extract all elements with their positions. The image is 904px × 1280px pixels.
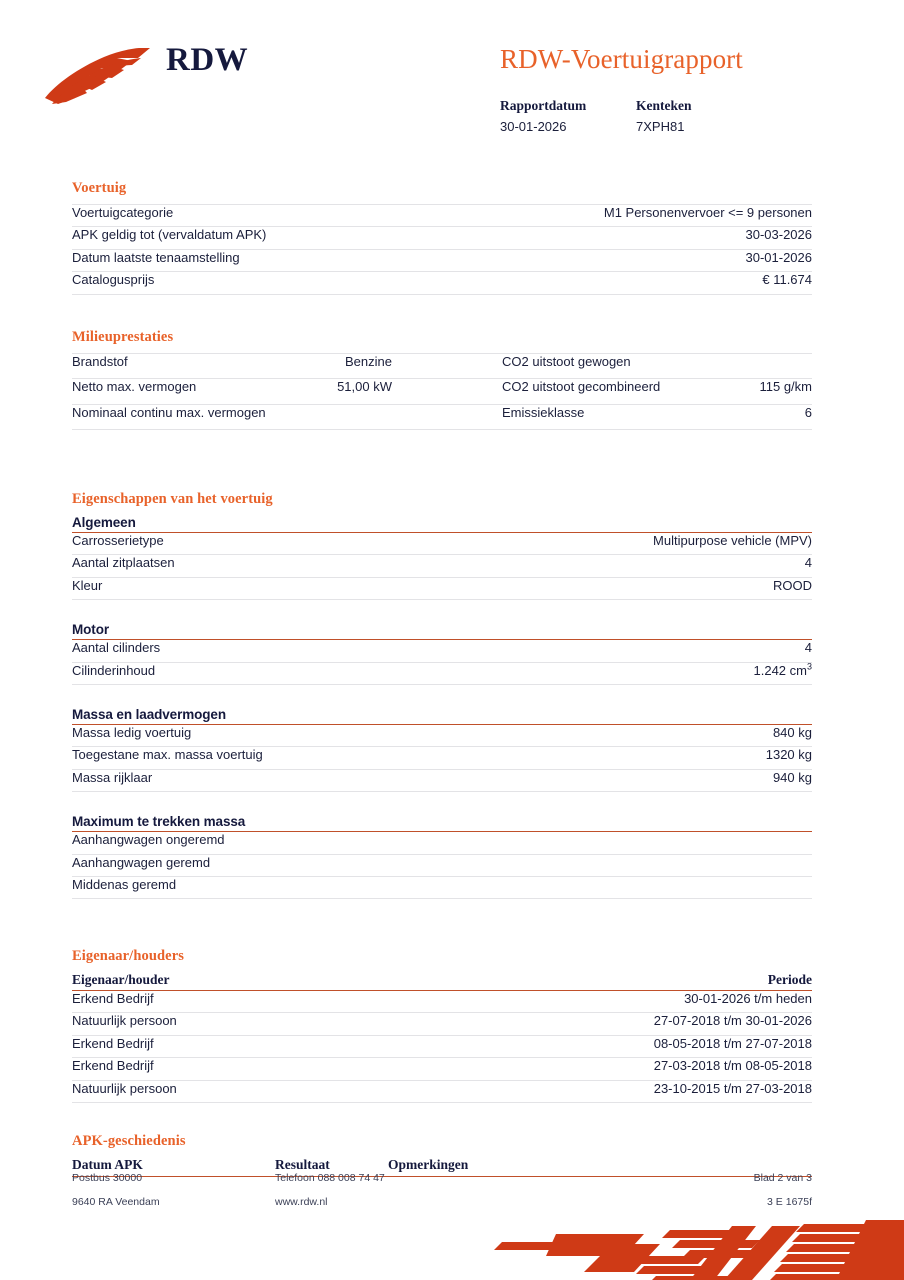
row-value: 1320 kg: [765, 747, 812, 763]
row-label: Carrosserietype: [72, 533, 164, 548]
property-group-rows: [72, 725, 812, 792]
row-value: 940 kg: [772, 769, 812, 785]
table-row: [72, 747, 812, 769]
row-label: Aanhangwagen geremd: [72, 854, 211, 870]
row-value-left: Benzine: [345, 354, 392, 369]
milieuprestaties-rows: [72, 353, 812, 430]
owners-rows: [72, 991, 812, 1103]
table-row: [72, 272, 812, 294]
row-label: Cilinderinhoud: [72, 662, 156, 678]
row-label: Massa ledig voertuig: [72, 724, 192, 740]
property-group-rows: [72, 640, 812, 685]
meta-report-date: [500, 97, 636, 137]
table-row: [72, 991, 812, 1013]
row-label: Erkend Bedrijf: [72, 1035, 154, 1051]
row-value: 30-01-2026: [745, 249, 812, 265]
table-row: [72, 663, 812, 685]
row-value: M1 Personenvervoer <= 9 personen: [603, 205, 812, 220]
section-eigenschappen: [72, 491, 812, 899]
row-value: 27-07-2018 t/m 30-01-2026: [653, 1013, 812, 1029]
footer-document-code: 3 E 1675f: [767, 1196, 812, 1208]
row-value: 1.242 $cm^3$: [753, 661, 812, 678]
section-voertuig-title: Voertuig: [72, 180, 127, 196]
table-row: [72, 877, 812, 899]
row-label: Aanhangwagen ongeremd: [72, 832, 225, 848]
row-value-left: 51,00 kW: [337, 379, 392, 395]
property-group-title: Algemeen: [72, 515, 136, 530]
row-label: Datum laatste tenaamstelling: [72, 249, 240, 265]
property-group-title: Massa en laadvermogen: [72, 706, 226, 722]
table-row: [72, 578, 812, 600]
property-group-title: Maximum te trekken massa: [72, 814, 246, 830]
row-value: ROOD: [773, 577, 812, 593]
table-row: [72, 1013, 812, 1035]
row-value: 27-03-2018 t/m 08-05-2018: [653, 1058, 812, 1074]
row-label-right: CO2 uitstoot gewogen: [502, 354, 631, 369]
table-row: [72, 1081, 812, 1103]
page-footer: [72, 1171, 812, 1219]
table-row: [72, 832, 812, 854]
row-label: APK geldig tot (vervaldatum APK): [72, 227, 267, 243]
row-label: Erkend Bedrijf: [72, 1058, 154, 1074]
meta-report-date-value: 30-01-2026: [500, 119, 567, 134]
row-label: Voertuigcategorie: [72, 205, 174, 220]
footer-page-number: Blad 2 van 3: [753, 1172, 812, 1184]
row-label: Natuurlijk persoon: [72, 1080, 177, 1096]
property-group: [72, 515, 812, 600]
table-row: [72, 1036, 812, 1058]
row-label: Aantal zitplaatsen: [72, 555, 175, 571]
row-label-right: Emissieklasse: [502, 404, 585, 420]
table-row: [72, 770, 812, 792]
row-value: 30-03-2026: [745, 227, 812, 243]
row-label: Natuurlijk persoon: [72, 1013, 177, 1029]
row-value: Multipurpose vehicle (MPV): [653, 533, 812, 548]
apk-header-result: Resultaat: [275, 1157, 330, 1172]
voertuig-rows: [72, 204, 812, 295]
row-value: 23-10-2015 t/m 27-03-2018: [653, 1080, 812, 1096]
meta-report-date-label: Rapportdatum: [500, 98, 587, 113]
meta-plate-label: Kenteken: [636, 98, 692, 113]
table-row: [72, 250, 812, 272]
footer-address-2: 9640 RA Veendam: [72, 1196, 160, 1208]
owners-table-header: [72, 972, 812, 990]
table-row: [72, 855, 812, 877]
rdw-feather-icon: [42, 44, 172, 110]
property-group-title: Motor: [72, 622, 109, 638]
table-row: [72, 353, 812, 379]
report-meta: [500, 97, 830, 137]
row-label: Erkend Bedrijf: [72, 991, 154, 1006]
rdw-wordmark: RDW: [166, 42, 249, 78]
section-milieuprestaties-title: Milieuprestaties: [72, 329, 174, 345]
row-label: Aantal cilinders: [72, 640, 161, 656]
property-group-rows: [72, 533, 812, 600]
table-row: [72, 405, 812, 430]
row-value: 840 kg: [772, 724, 812, 740]
property-group: [72, 707, 812, 792]
row-label: Catalogusprijs: [72, 272, 155, 288]
document-header: [0, 0, 904, 160]
table-row: [72, 227, 812, 249]
footer-address-1: Postbus 30000: [72, 1172, 143, 1184]
table-row: [72, 725, 812, 747]
section-eigenaar-title: Eigenaar/houders: [72, 948, 184, 964]
table-row: [72, 1058, 812, 1080]
row-label: Massa rijklaar: [72, 769, 153, 785]
row-value-right: 6: [804, 404, 812, 420]
property-group-rows: [72, 832, 812, 899]
rdw-decorative-graphic: [484, 1216, 904, 1280]
table-row: [72, 640, 812, 662]
row-value-right: 115 g/km: [759, 379, 812, 395]
meta-plate-value: 7XPH81: [636, 119, 685, 134]
apk-header-remarks: Opmerkingen: [388, 1157, 469, 1172]
meta-plate: [636, 97, 692, 137]
row-label: Middenas geremd: [72, 876, 177, 892]
apk-header-date: Datum APK: [72, 1157, 143, 1172]
row-label: Toegestane max. massa voertuig: [72, 747, 263, 763]
section-eigenschappen-title: Eigenschappen van het voertuig: [72, 491, 273, 507]
property-group: [72, 814, 812, 899]
table-row: [72, 204, 812, 227]
row-value: 08-05-2018 t/m 27-07-2018: [653, 1035, 812, 1051]
section-milieuprestaties: [72, 329, 812, 430]
row-label-right: CO2 uitstoot gecombineerd: [502, 379, 661, 395]
row-label-left: Brandstof: [72, 354, 128, 369]
page-title: RDW-Voertuigrapport: [500, 44, 743, 74]
footer-contact-1: Telefoon 088 008 74 47: [275, 1172, 385, 1184]
table-row: [72, 379, 812, 404]
row-label: Kleur: [72, 577, 103, 593]
section-eigenaar-houders: [72, 948, 812, 1103]
row-value: 30-01-2026 t/m heden: [684, 991, 812, 1006]
row-label-left: Nominaal continu max. vermogen: [72, 404, 266, 420]
rdw-logo: [42, 34, 302, 114]
property-group: [72, 622, 812, 685]
section-voertuig: [72, 180, 812, 295]
row-value: 4: [804, 640, 812, 656]
owners-header-owner: Eigenaar/houder: [72, 972, 170, 987]
footer-line-1: [72, 1171, 812, 1195]
row-value-superscript: 3: [806, 661, 812, 672]
section-apk-title: APK-geschiedenis: [72, 1133, 186, 1149]
table-row: [72, 533, 812, 555]
owners-header-period: Periode: [767, 972, 812, 987]
eigenschappen-groups: [72, 515, 812, 899]
row-value: 4: [804, 555, 812, 571]
row-label-left: Netto max. vermogen: [72, 379, 197, 395]
footer-website: www.rdw.nl: [275, 1196, 328, 1208]
table-row: [72, 555, 812, 577]
row-value: € 11.674: [762, 272, 812, 288]
